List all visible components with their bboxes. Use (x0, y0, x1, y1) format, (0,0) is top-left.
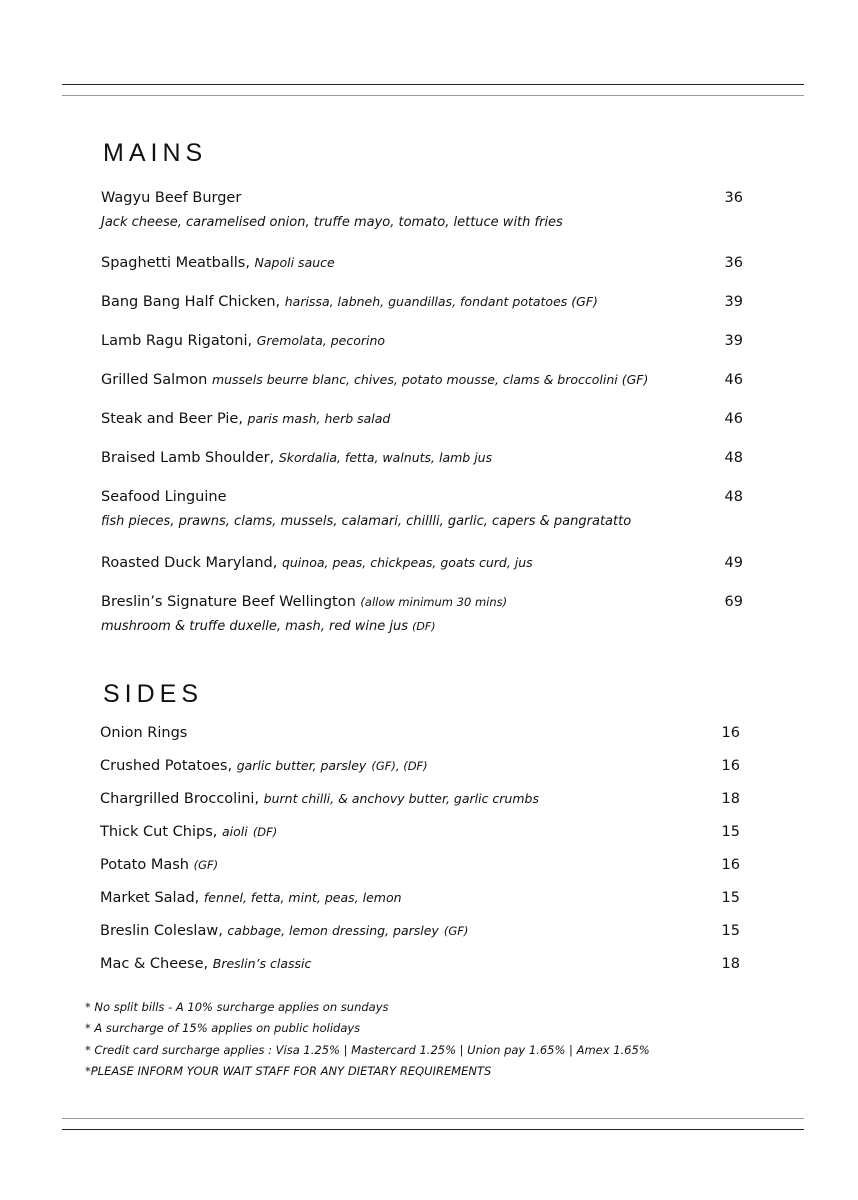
item-description: cabbage, lemon dressing, parsley (227, 923, 439, 938)
item-name: Wagyu Beef Burger (101, 190, 242, 206)
item-name: Market Salad (100, 890, 195, 906)
menu-item: Spaghetti Meatballs, Napoli sauce 36 (101, 255, 743, 271)
item-name: Mac & Cheese (100, 956, 204, 972)
item-description: Gremolata, pecorino (256, 333, 386, 348)
item-price: 46 (724, 411, 743, 427)
item-price: 36 (724, 255, 743, 271)
item-description: Jack cheese, caramelised onion, truffe mayo, tomato, lettuce with fries (101, 215, 563, 230)
dietary-tag: (GF), (DF) (371, 759, 428, 773)
dietary-tag: (GF) (443, 924, 469, 938)
menu-item (101, 369, 743, 388)
item-price: 18 (721, 791, 740, 807)
item-price: 48 (724, 450, 743, 466)
menu-item: Crushed Potatoes, garlic butter, parsley (GF), (DF) 16 (100, 758, 740, 774)
footnotes (85, 997, 805, 1082)
bottom-rule-thin (62, 1118, 804, 1119)
item-description: aioli (221, 824, 248, 839)
item-price: 46 (724, 372, 743, 388)
item-name: Bang Bang Half Chicken (101, 294, 276, 310)
item-description: fennel, fetta, mint, peas, lemon (203, 890, 402, 905)
menu-item: Market Salad, fennel, fetta, mint, peas, lemon 15 (100, 890, 740, 906)
menu-item: Mac & Cheese, Breslin’s classic 18 (100, 956, 740, 972)
menu-item (100, 722, 740, 741)
item-price: 16 (721, 857, 740, 873)
footnote-card-surcharge: * Credit card surcharge applies : Visa 1.25% | Mastercard 1.25% | Union pay 1.65% | Amex 1.65% (85, 1042, 650, 1057)
item-name: Lamb Ragu Rigatoni (101, 333, 248, 349)
item-price: 39 (724, 333, 743, 349)
item-name: Seafood Linguine (101, 489, 227, 505)
item-price: 15 (721, 923, 740, 939)
item-name: Grilled Salmon (101, 372, 208, 388)
item-description: garlic butter, parsley (236, 758, 367, 773)
dietary-tag: (DF) (252, 825, 278, 839)
menu-item (100, 854, 740, 873)
top-rule-thick (62, 84, 804, 85)
item-price: 36 (724, 190, 743, 206)
mains-title: MAINS (103, 139, 208, 167)
footnote-split-bills: * No split bills - A 10% surcharge applies on sundays (85, 1000, 389, 1014)
menu-item (101, 486, 743, 529)
menu-item: Bang Bang Half Chicken, harissa, labneh, guandillas, fondant potatoes (GF) 39 (101, 294, 743, 310)
item-name: Onion Rings (100, 725, 188, 741)
item-price: 39 (724, 294, 743, 310)
item-name: Spaghetti Meatballs (101, 255, 246, 271)
item-name: Crushed Potatoes (100, 758, 228, 774)
item-description: Napoli sauce (254, 255, 335, 270)
item-description: mushroom & truffe duxelle, mash, red wine jus (101, 619, 408, 634)
bottom-rule-thick (62, 1129, 804, 1130)
menu-item: Roasted Duck Maryland, quinoa, peas, chickpeas, goats curd, jus 49 (101, 555, 743, 571)
item-price: 18 (721, 956, 740, 972)
menu-item: Lamb Ragu Rigatoni, Gremolata, pecorino 39 (101, 333, 743, 349)
item-description: paris mash, herb salad (247, 411, 391, 426)
item-price: 49 (724, 555, 743, 571)
item-price: 15 (721, 824, 740, 840)
menu-item: Steak and Beer Pie, paris mash, herb salad 46 (101, 411, 743, 427)
footnote-dietary: *PLEASE INFORM YOUR WAIT STAFF FOR ANY DIETARY REQUIREMENTS (85, 1063, 492, 1078)
item-description: harissa, labneh, guandillas, fondant potatoes (GF) (284, 294, 598, 309)
item-description: mussels beurre blanc, chives, potato mousse, clams & broccolini (GF) (211, 372, 649, 387)
item-name: Thick Cut Chips (100, 824, 213, 840)
item-price: 16 (721, 725, 740, 741)
item-price: 69 (724, 594, 743, 610)
top-rule-thin (62, 95, 804, 96)
dietary-tag: (GF) (193, 858, 219, 872)
item-description: fish pieces, prawns, clams, mussels, calamari, chillli, garlic, capers & pangratatto (101, 514, 632, 529)
menu-item: Thick Cut Chips, aioli (DF) 15 (100, 824, 740, 840)
item-name: Roasted Duck Maryland (101, 555, 273, 571)
item-name: Potato Mash (100, 857, 189, 873)
item-price: 15 (721, 890, 740, 906)
menu-item (101, 187, 743, 230)
sides-title: SIDES (103, 680, 204, 708)
item-name: Braised Lamb Shoulder (101, 450, 270, 466)
item-description: quinoa, peas, chickpeas, goats curd, jus (281, 555, 533, 570)
item-description: Breslin’s classic (212, 956, 312, 971)
dietary-tag: (DF) (412, 620, 436, 633)
item-note: (allow minimum 30 mins) (360, 595, 508, 609)
item-name: Chargrilled Broccolini (100, 791, 255, 807)
item-price: 48 (724, 489, 743, 505)
item-description: Skordalia, fetta, walnuts, lamb jus (278, 450, 493, 465)
item-name: Breslin’s Signature Beef Wellington (101, 594, 356, 610)
item-name: Steak and Beer Pie (101, 411, 239, 427)
footnote-public-holidays: * A surcharge of 15% applies on public holidays (85, 1021, 361, 1036)
item-price: 16 (721, 758, 740, 774)
menu-item: Chargrilled Broccolini, burnt chilli, & anchovy butter, garlic crumbs 18 (100, 791, 740, 807)
menu-item (101, 591, 743, 634)
item-description: burnt chilli, & anchovy butter, garlic crumbs (263, 791, 539, 806)
menu-item: Braised Lamb Shoulder, Skordalia, fetta, walnuts, lamb jus 48 (101, 450, 743, 466)
menu-item: Breslin Coleslaw, cabbage, lemon dressing, parsley (GF) 15 (100, 923, 740, 939)
item-name: Breslin Coleslaw (100, 923, 219, 939)
